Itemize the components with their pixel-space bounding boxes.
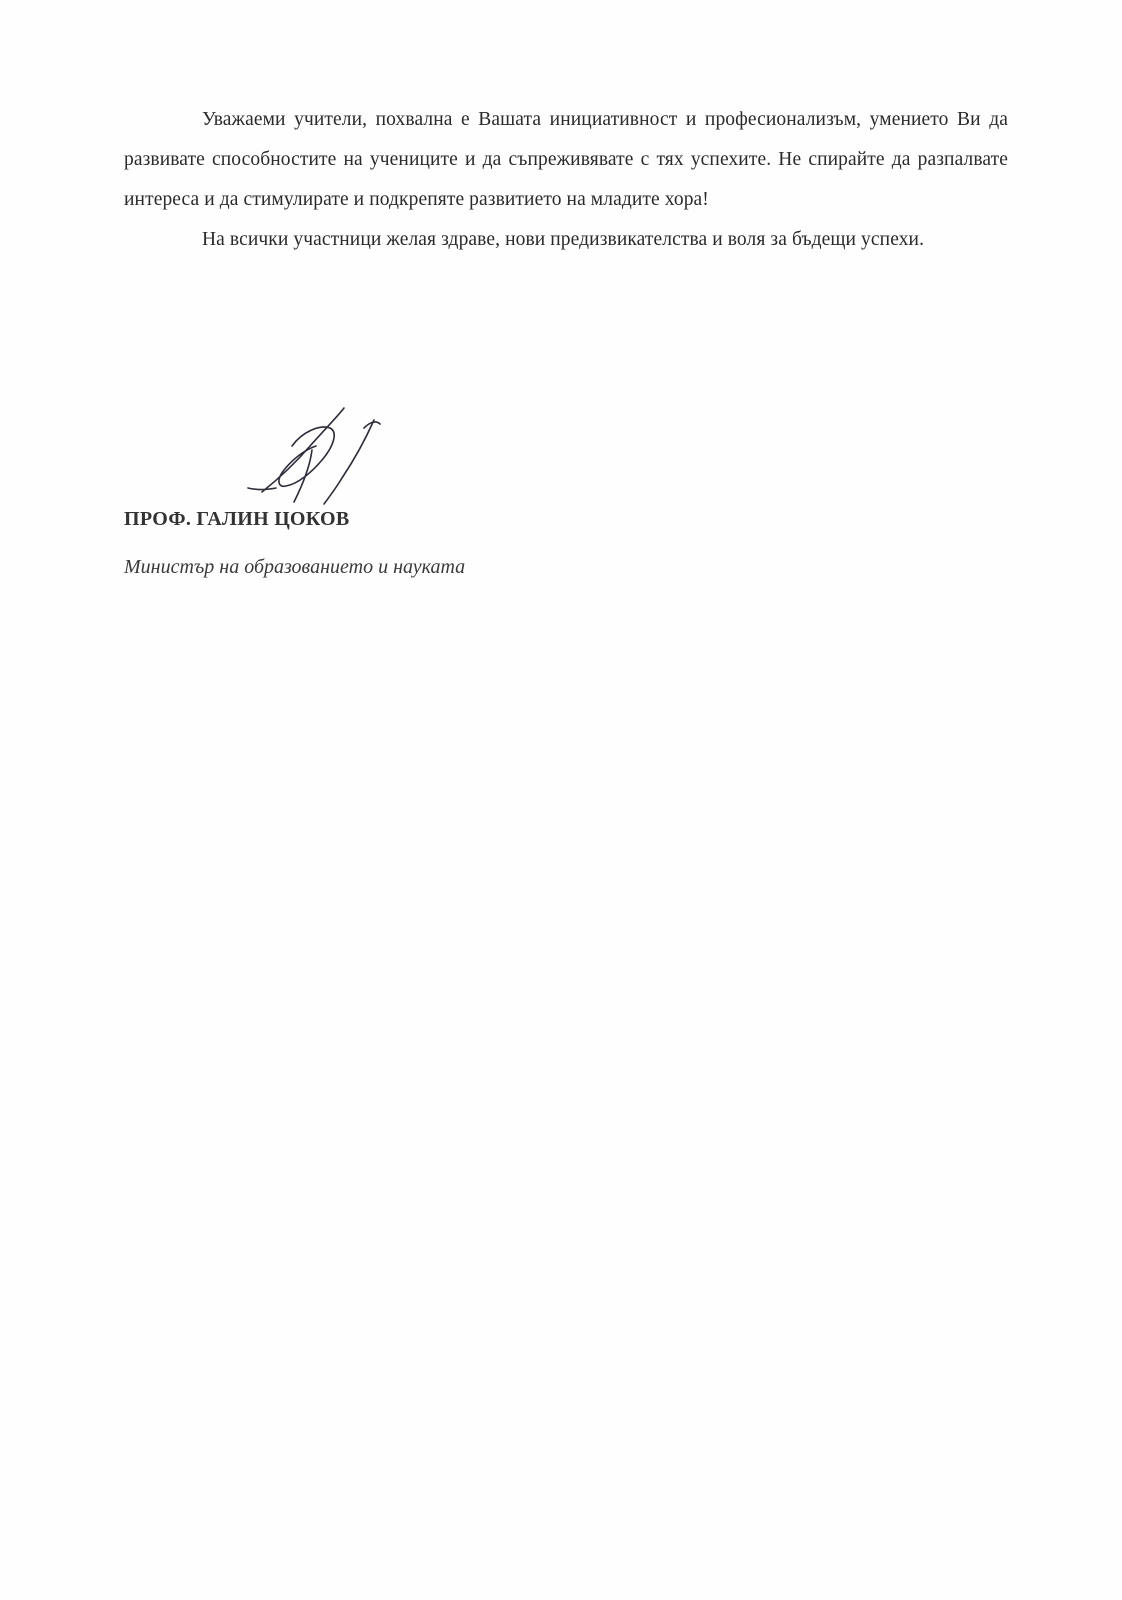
letter-body <box>124 100 1008 260</box>
signer-name: ПРОФ. ГАЛИН ЦОКОВ <box>124 508 350 530</box>
signer-title: Министър на образованието и науката <box>124 556 466 578</box>
paragraph-teachers: Уважаеми учители, похвална е Вашата инициативност и професионализъм, умението Ви да развивате способностите на учениците и да съпреживявате с тях успехите. Не спирайте да разпалвате интереса и да стимулирате и подкрепяте развитието на младите хора! <box>124 109 1008 210</box>
signature-icon <box>246 406 396 506</box>
paragraph-wishes: На всички участници желая здраве, нови предизвикателства и воля за бъдещи успехи. <box>202 229 925 250</box>
handwritten-signature <box>246 406 396 506</box>
